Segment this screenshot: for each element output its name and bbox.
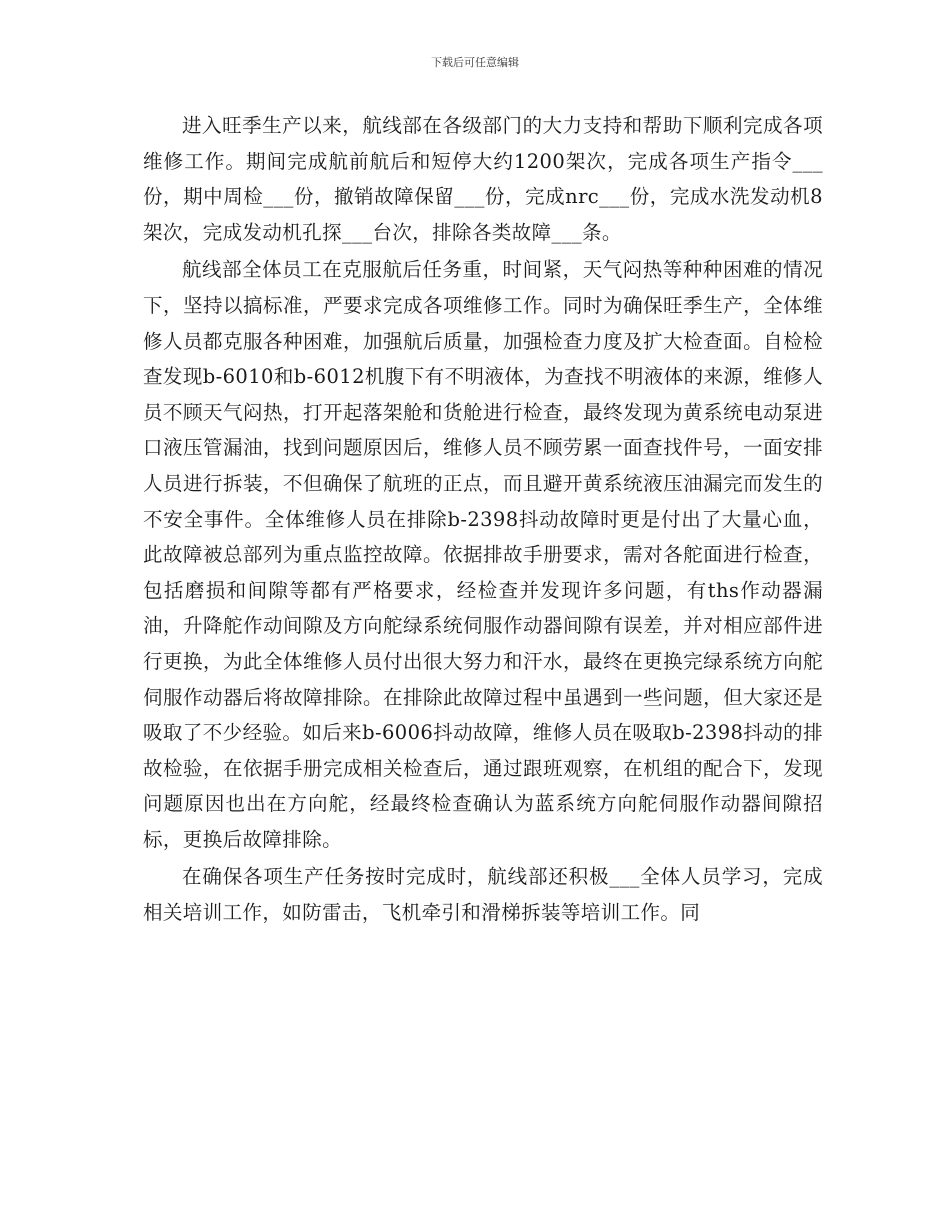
paragraph-1: 进入旺季生产以来，航线部在各级部门的大力支持和帮助下顺利完成各项维修工作。期间完成航前航后和短停大约1200架次，完成各项生产指令___份，期中周检___份，撤销故障保留___份，完成nrc___份，完成水洗发动机8架次，完成发动机孔探___台次，排除各类故障___条。 — [143, 114, 823, 244]
paragraph-2: 航线部全体员工在克服航后任务重，时间紧，天气闷热等种种困难的情况下，坚持以搞标准，严要求完成各项维修工作。同时为确保旺季生产，全体维修人员都克服各种困难，加强航后质量，加强检查力度及扩大检查面。自检检查发现b-6010和b-6012机腹下有不明液体，为查找不明液体的来源，维修人员不顾天气闷热，打开起落架舱和货舱进行检查，最终发现为黄系统电动泵进口液压管漏油，找到问题原因后，维修人员不顾劳累一面查找件号，一面安排人员进行拆装，不但确保了航班的正点，而且避开黄系统液压油漏完而发生的不安全事件。全体维修人员在排除b-2398抖动故障时更是付出了大量心血，此故障被总部列为重点监控故障。依据排故手册要求，需对各舵面进行检查，包括磨损和间隙等都有严格要求，经检查并发现许多问题，有ths作动器漏油，升降舵作动间隙及方向舵绿系统伺服作动器间隙有误差，并对相应部件进行更换，为此全体维修人员付出很大努力和汗水，最终在更换完绿系统方向舵伺服作动器后将故障排除。在排除此故障过程中虽遇到一些问题，但大家还是吸取了不少经验。如后来b-6006抖动故障，维修人员在吸取b-2398抖动的排故检验，在依据手册完成相关检查后，通过跟班观察，在机组的配合下，发现问题原因也出在方向舵，经最终检查确认为蓝系统方向舵伺服作动器间隙招标，更换后故障排除。 — [143, 258, 823, 851]
document-body — [143, 108, 823, 931]
paragraph-3: 在确保各项生产任务按时完成时，航线部还积极___全体人员学习，完成相关培训工作，如防雷击，飞机牵引和滑梯拆装等培训工作。同 — [143, 865, 823, 925]
page-header: 下载后可任意编辑 — [431, 56, 519, 69]
